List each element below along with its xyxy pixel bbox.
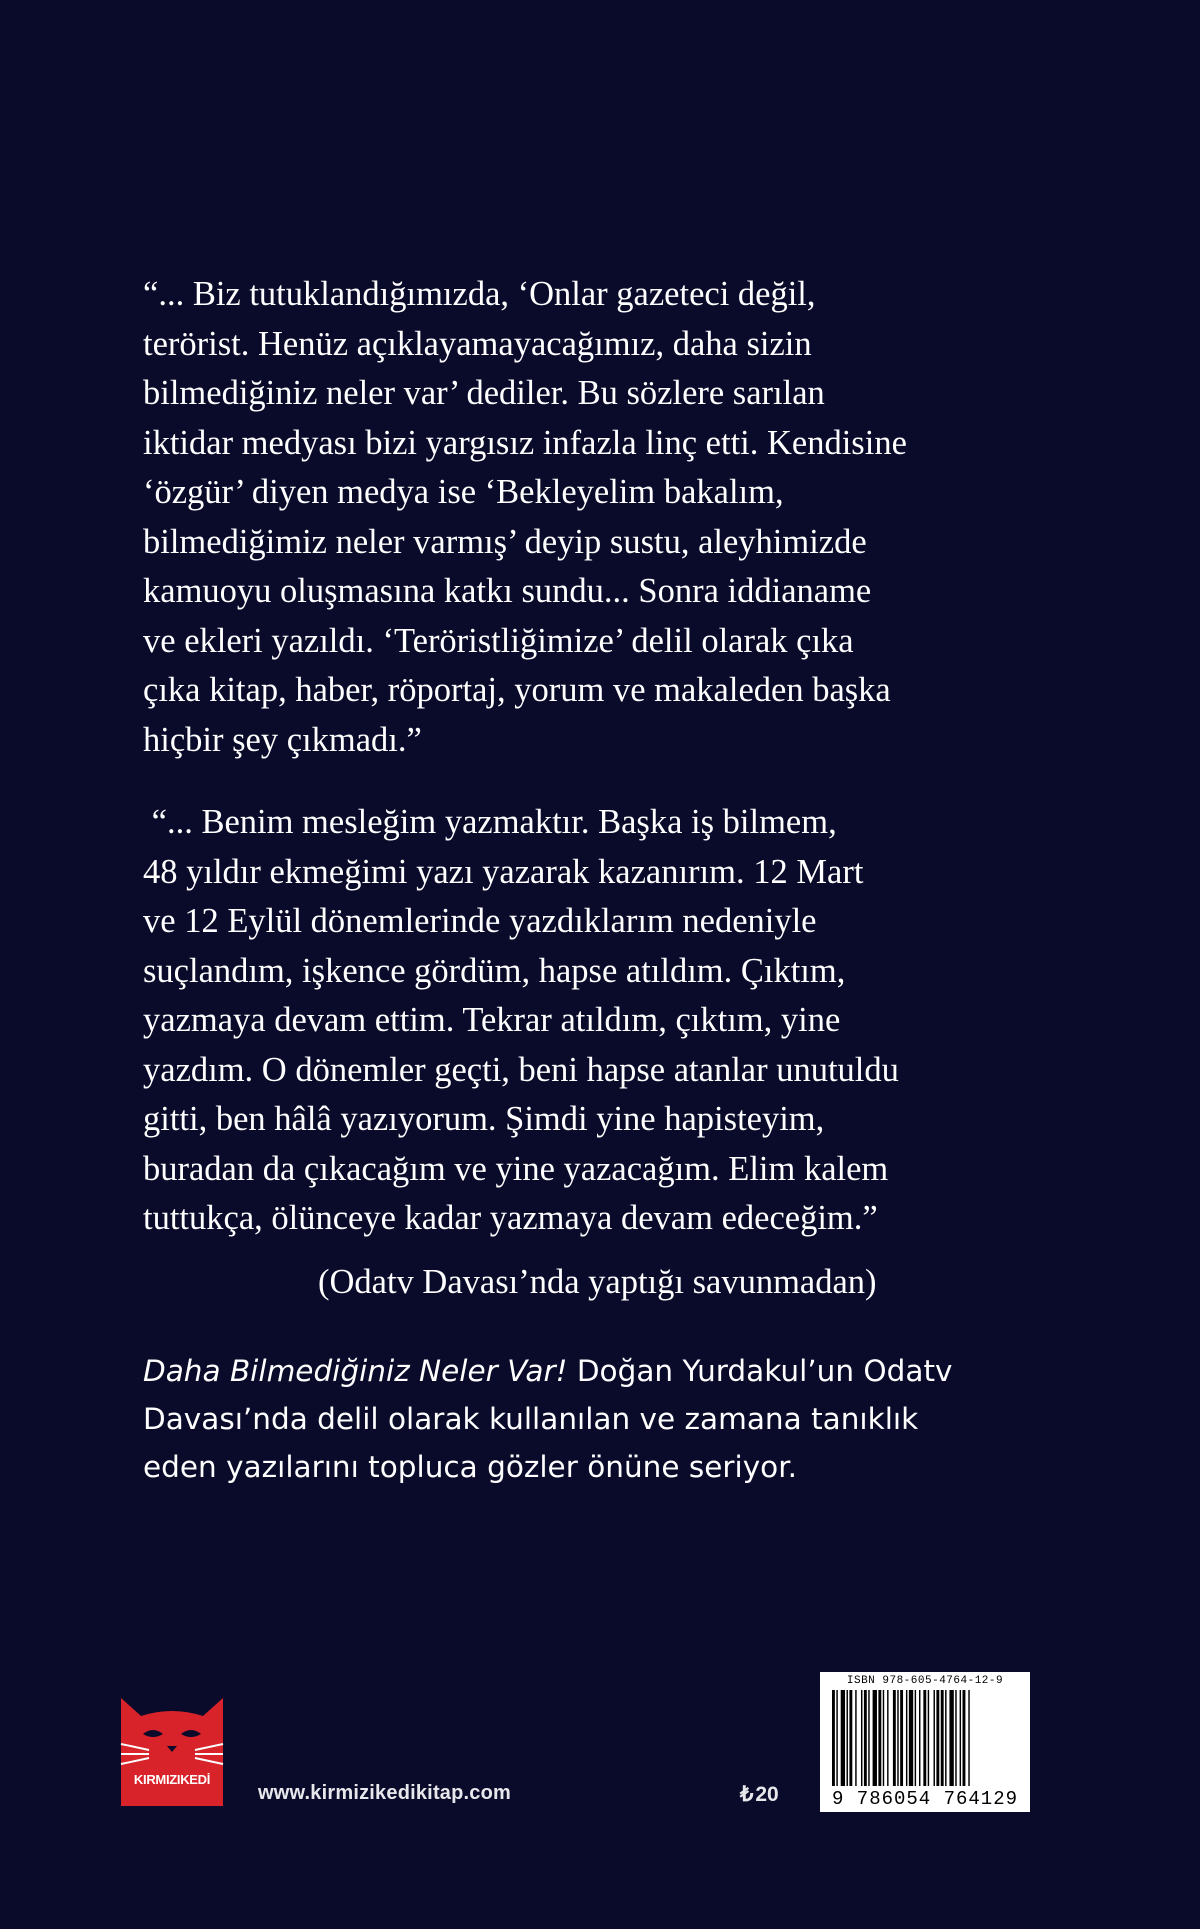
book-description: [143, 1347, 1043, 1491]
quote-1-line: hiçbir şey çıkmadı.”: [143, 720, 422, 759]
cat-icon: [121, 1698, 223, 1806]
isbn-digits: 9 786054 764129: [831, 1788, 1019, 1810]
quote-attribution: (Odatv Davası’nda yaptığı savunmadan): [318, 1263, 877, 1301]
quote-1-line: ve ekleri yazıldı. ‘Teröristliğimize’ delil olarak çıka: [143, 621, 854, 660]
quote-2-line: gitti, ben hâlâ yazıyorum. Şimdi yine hapisteyim,: [143, 1100, 825, 1138]
quote-2-line: ve 12 Eylül dönemlerinde yazdıklarım nedeniyle: [143, 902, 817, 940]
quote-1-line: iktidar medyası bizi yargısız infazla linç etti. Kendisine: [143, 423, 907, 462]
barcode-icon: [830, 1690, 1020, 1788]
description-line-1-rest: Doğan Yurdakul’un Odatv: [567, 1354, 953, 1388]
quote-2-line: yazdım. O dönemler geçti, beni hapse atanlar unutuldu: [143, 1050, 899, 1089]
book-title: Daha Bilmediğiniz Neler Var!: [143, 1354, 568, 1388]
price-amount: 20: [755, 1783, 779, 1806]
publisher-logo: [115, 1694, 229, 1806]
quote-1-line: bilmediğiniz neler var’ dediler. Bu sözlere sarılan: [143, 374, 825, 412]
price-label: [740, 1782, 779, 1807]
quote-1-line: “... Biz tutuklandığımızda, ‘Onlar gazeteci değil,: [143, 275, 816, 313]
quote-paragraph-1: [143, 270, 1023, 765]
quote-2-line: buradan da çıkacağım ve yine yazacağım. Elim kalem: [143, 1149, 889, 1188]
quote-2-line: suçlandım, işkence gördüm, hapse atıldım. Çıktım,: [143, 951, 846, 990]
publisher-website-link[interactable]: www.kirmizikedikitap.com: [258, 1782, 512, 1804]
quote-2-line: 48 yıldır ekmeğimi yazı yazarak kazanırım. 12 Mart: [143, 852, 864, 891]
description-line-2: Davası’nda delil olarak kullanılan ve zamana tanıklık: [143, 1402, 919, 1436]
publisher-logo-text: KIRMIZIKEDİ: [133, 1772, 211, 1787]
quote-1-line: çıka kitap, haber, röportaj, yorum ve makaleden başka: [143, 671, 891, 709]
isbn-barcode: [820, 1672, 1030, 1812]
description-line-1: [143, 1347, 1043, 1395]
description-line-3: eden yazılarını topluca gözler önüne seriyor.: [143, 1450, 798, 1484]
quote-1-line: bilmediğimiz neler varmış’ deyip sustu, aleyhimizde: [143, 522, 867, 561]
quote-1-line: terörist. Henüz açıklayamayacağımız, daha sizin: [143, 324, 812, 363]
isbn-label: ISBN 978-605-4764-12-9: [846, 1675, 1004, 1687]
lira-icon: ₺: [740, 1783, 754, 1806]
quote-2-line: “... Benim mesleğim yazmaktır. Başka iş bilmem,: [143, 803, 837, 841]
quote-1-line: ‘özgür’ diyen medya ise ‘Bekleyelim bakalım,: [143, 473, 784, 511]
quote-1-line: kamuoyu oluşmasına katkı sundu... Sonra iddianame: [143, 572, 872, 610]
quote-2-line: tuttukça, ölünceye kadar yazmaya devam edeceğim.”: [143, 1199, 878, 1237]
quote-paragraph-2: [143, 798, 1023, 1244]
quote-2-line: yazmaya devam ettim. Tekrar atıldım, çıktım, yine: [143, 1001, 841, 1039]
